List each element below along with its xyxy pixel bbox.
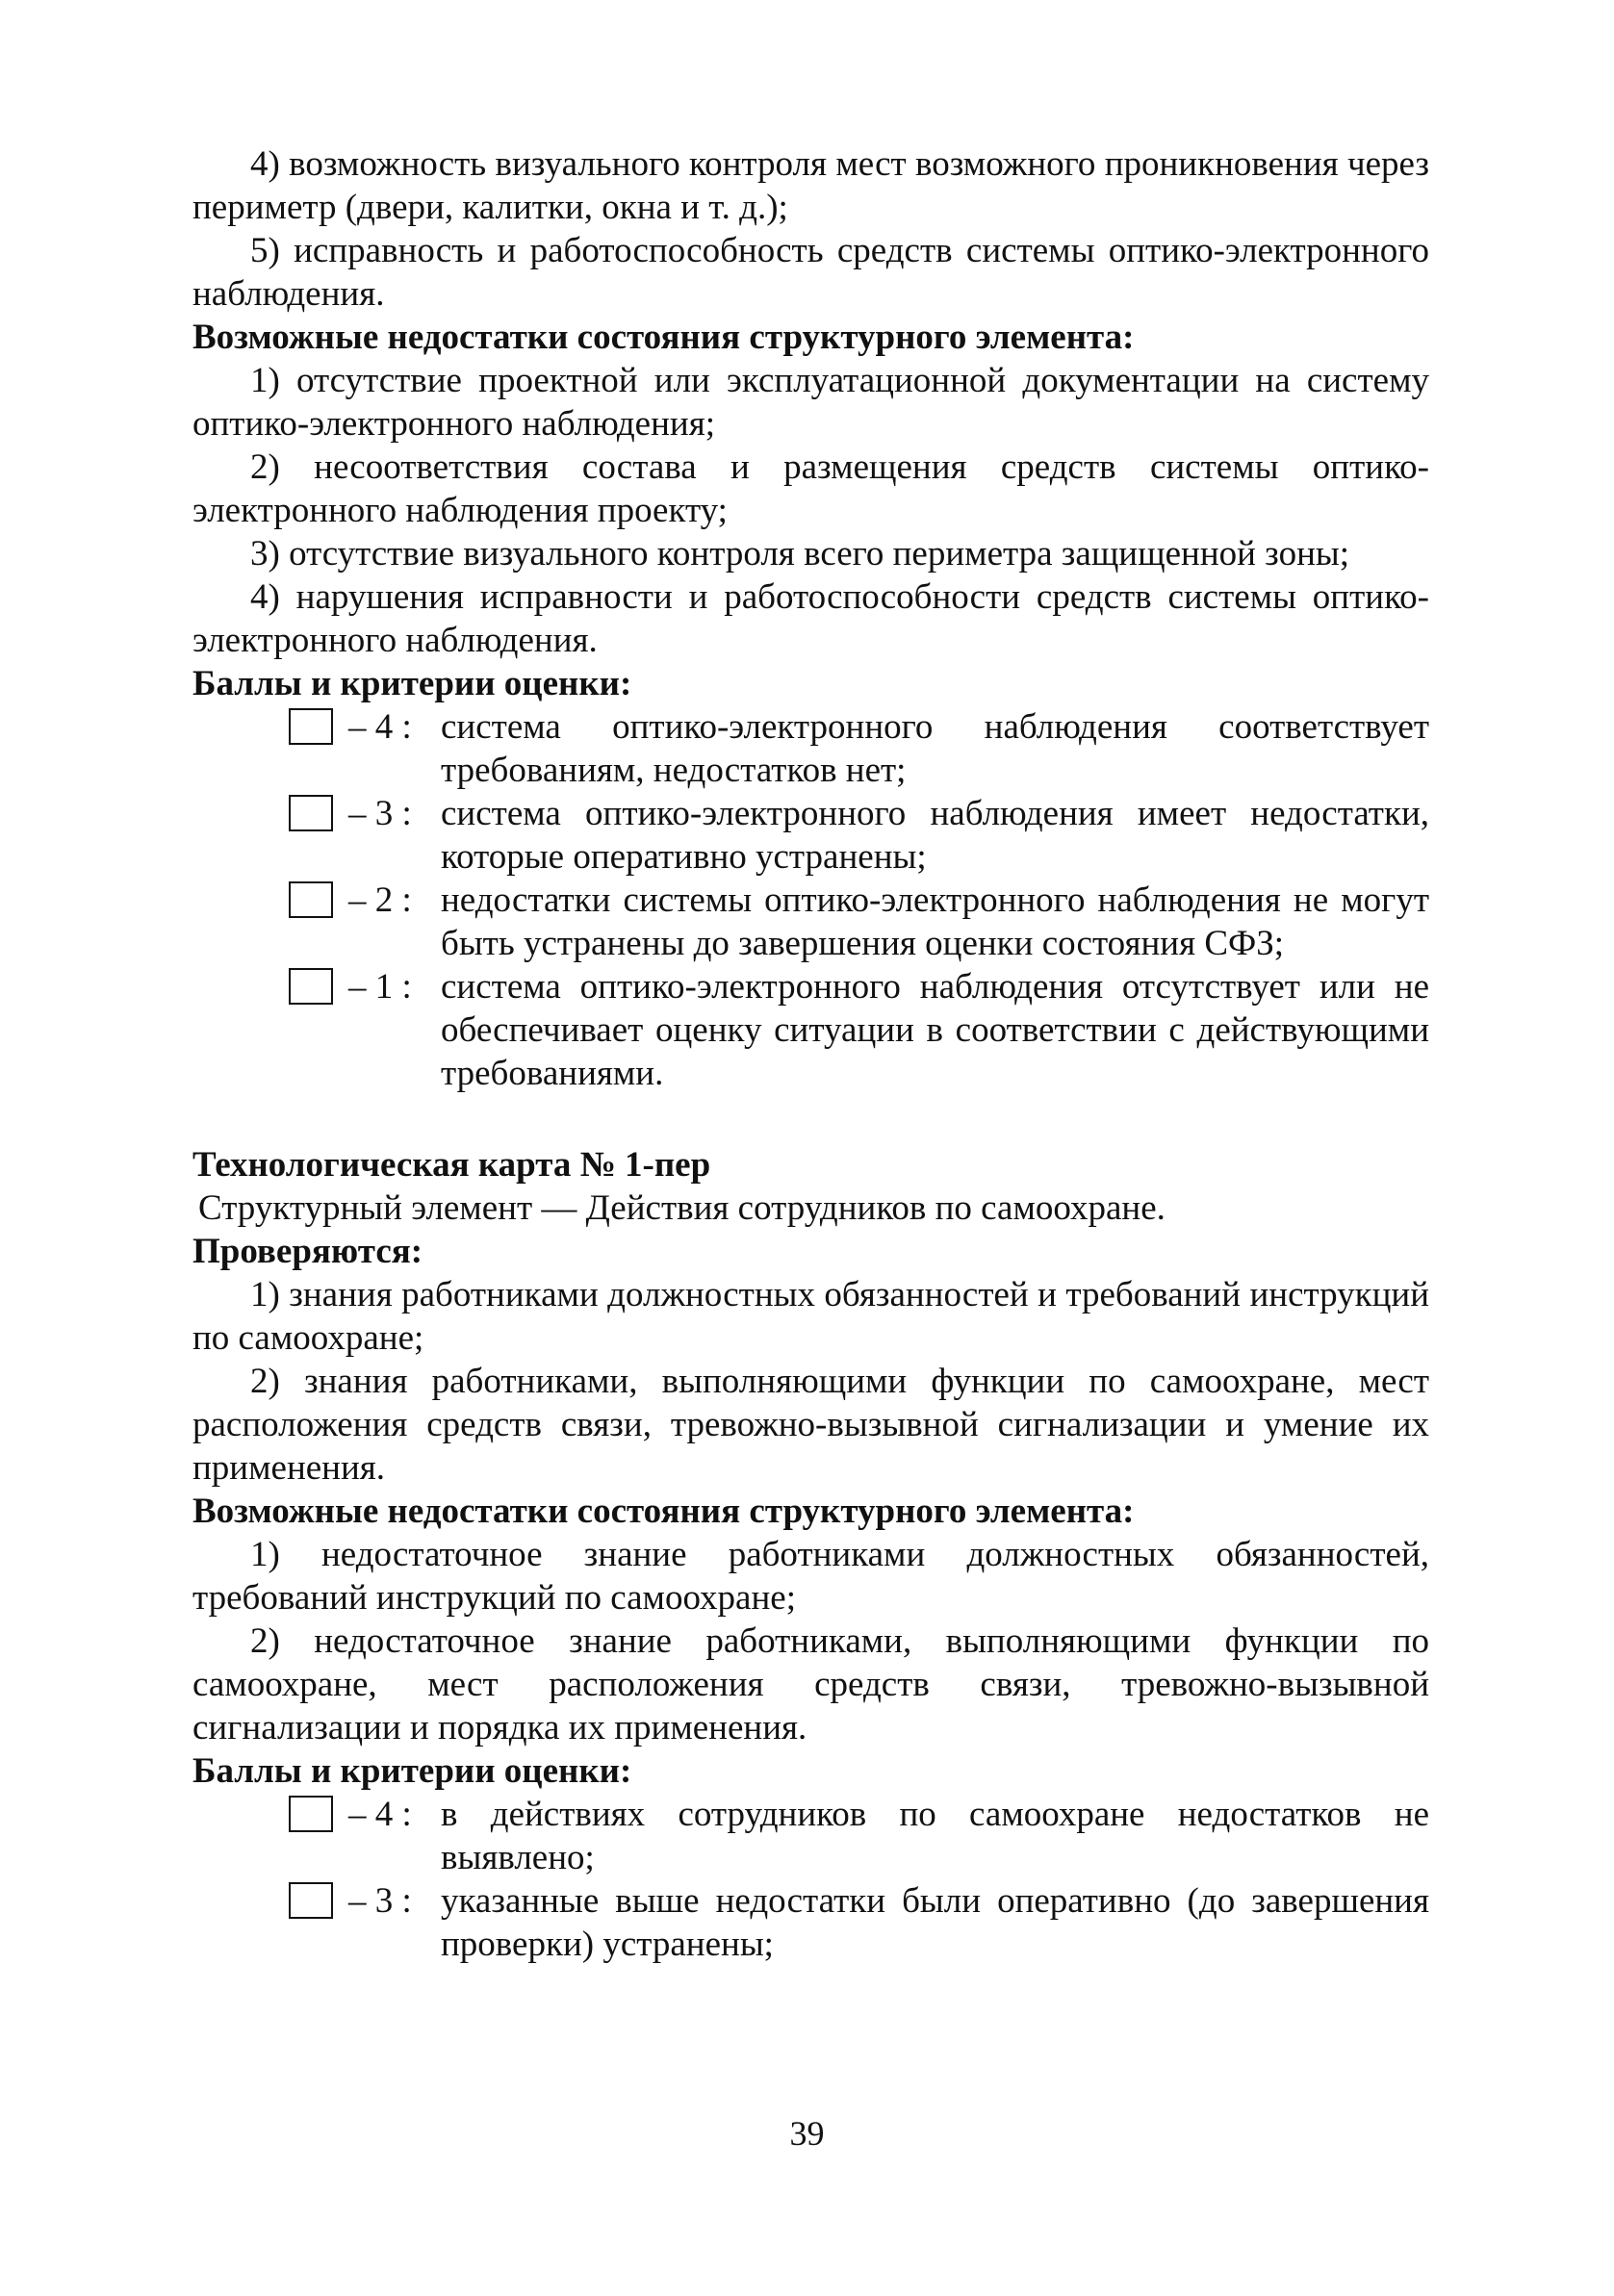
check-item: 1) знания работниками должностных обязанностей и требований инструкций по самоохране; [192, 1275, 1429, 1358]
checks-heading: Проверяются: [192, 1232, 423, 1271]
criterion-item [192, 705, 1429, 792]
criterion-item [192, 1793, 1429, 1879]
score-label: – 4 : [348, 707, 412, 747]
scores-heading: Баллы и критерии оценки: [192, 1751, 632, 1791]
criterion-item [192, 965, 1429, 1095]
score-checkbox[interactable] [289, 1882, 333, 1919]
check-item: 5) исправность и работоспособность средств системы оптико-электронного наблюдения. [192, 231, 1429, 314]
deficiency-item: 1) отсутствие проектной или эксплуатационной документации на систему оптико-электронного наблюдения; [192, 361, 1429, 444]
tech-card-title: Технологическая карта № 1-пер [192, 1145, 711, 1185]
criterion-text: в действиях сотрудников по самоохране недостатков не выявлено; [441, 1795, 1429, 1877]
structural-element: Структурный элемент — Действия сотрудников по самоохране. [198, 1188, 1166, 1228]
deficiency-item: 1) недостаточное знание работниками должностных обязанностей, требований инструкций по самоохране; [192, 1535, 1429, 1618]
deficiencies-heading: Возможные недостатки состояния структурного элемента: [192, 1492, 1135, 1531]
score-checkbox[interactable] [289, 881, 333, 918]
criterion-item [192, 1879, 1429, 1966]
deficiency-item: 4) нарушения исправности и работоспособности средств системы оптико-электронного наблюдения. [192, 577, 1429, 660]
deficiency-item: 2) несоответствия состава и размещения средств системы оптико-электронного наблюдения проекту; [192, 447, 1429, 530]
criterion-item [192, 879, 1429, 965]
deficiency-item: 2) недостаточное знание работниками, выполняющими функции по самоохране, мест расположения средств связи, тревожно-вызывной сигнализации и порядка их применения. [192, 1621, 1429, 1748]
score-label: – 4 : [348, 1795, 412, 1834]
criterion-text: недостатки системы оптико-электронного наблюдения не могут быть устранены до завершения оценки состояния СФЗ; [441, 880, 1429, 963]
score-label: – 2 : [348, 880, 412, 920]
criterion-text: указанные выше недостатки были оперативно (до завершения проверки) устранены; [441, 1881, 1429, 1964]
criterion-text: система оптико-электронного наблюдения отсутствует или не обеспечивает оценку ситуации в соответствии с действующими требованиями. [441, 967, 1429, 1093]
score-checkbox[interactable] [289, 708, 333, 745]
scores-heading: Баллы и критерии оценки: [192, 664, 632, 703]
document-page [192, 142, 1429, 1966]
score-label: – 1 : [348, 967, 412, 1007]
score-label: – 3 : [348, 1881, 412, 1921]
criterion-text: система оптико-электронного наблюдения имеет недостатки, которые оперативно устранены; [441, 794, 1429, 877]
score-checkbox[interactable] [289, 968, 333, 1005]
criterion-text: система оптико-электронного наблюдения соответствует требованиям, недостатков нет; [441, 707, 1429, 790]
page-number: 39 [789, 2114, 825, 2153]
deficiency-item: 3) отсутствие визуального контроля всего периметра защищенной зоны; [250, 534, 1350, 574]
check-item: 2) знания работниками, выполняющими функции по самоохране, мест расположения средств связи, тревожно-вызывной сигнализации и умение их применения. [192, 1362, 1429, 1488]
score-checkbox[interactable] [289, 1796, 333, 1832]
check-item: 4) возможность визуального контроля мест возможного проникновения через периметр (двери, калитки, окна и т. д.); [192, 144, 1429, 227]
score-label: – 3 : [348, 794, 412, 833]
criterion-item [192, 792, 1429, 879]
deficiencies-heading: Возможные недостатки состояния структурного элемента: [192, 318, 1135, 357]
score-checkbox[interactable] [289, 795, 333, 831]
